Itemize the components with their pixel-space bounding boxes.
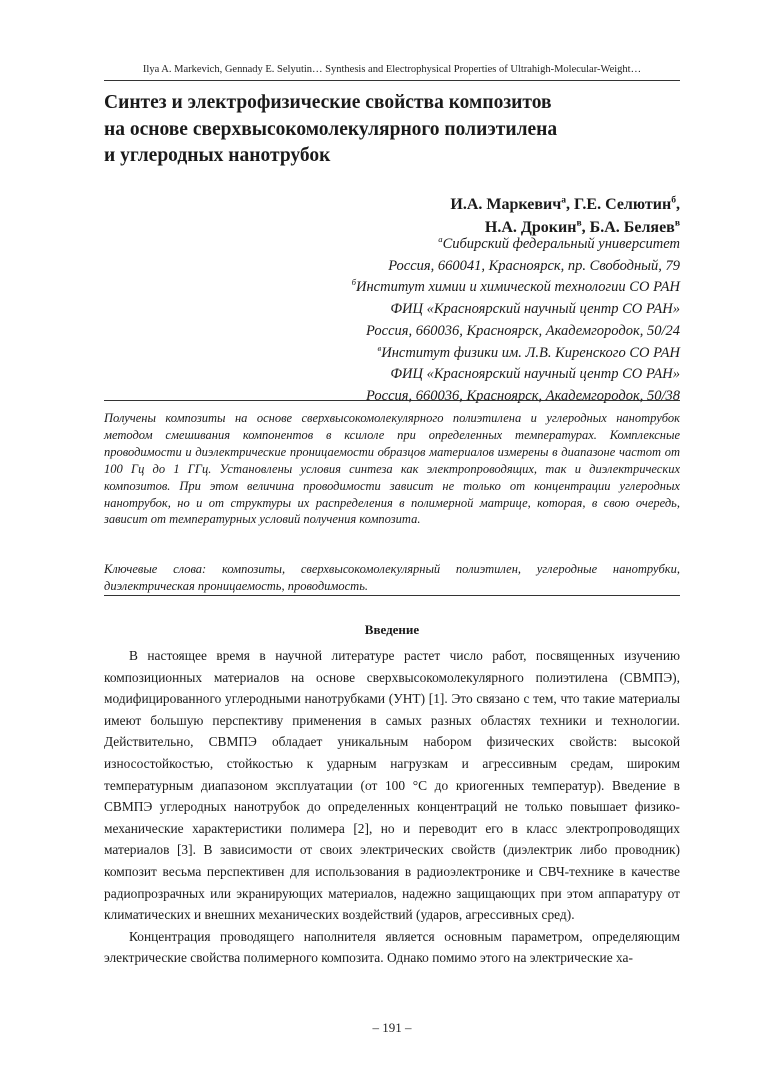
abstract: Получены композиты на основе сверхвысокомолекулярного полиэтилена и углеродных нанотрубок методом смешивания компонентов в ксилоле при определенных температурах. Комплексные проводимости и диэлектрические проницаемости образцов материалов измерены в диапазоне частот от 100 Гц до 1 ГГц. Установлены условия синтеза как электропроводящих, так и диэлектрических композитов. При этом величина проводимости зависит не только от концентрации углеродных нанотрубок, но и от структуры их распределения в полимерной матрице, которая, в свою очередь, зависит от температурных условий получения композита. [104, 411, 680, 527]
author-affil-mark: в [576, 217, 582, 229]
affil-mark: а [438, 234, 443, 245]
affiliation-line [160, 299, 680, 321]
author-affil-mark: в [674, 217, 680, 229]
author-list [180, 194, 680, 239]
title-line: на основе сверхвысокомолекулярного полиэтилена [104, 118, 558, 140]
affiliation-line [160, 277, 680, 299]
author-sep: , [566, 196, 575, 213]
running-head: Ilya A. Markevich, Gennady E. Selyutin… Synthesis and Electrophysical Properties of Ultrahigh-Molecular-Weight… [142, 64, 642, 75]
author-affil-mark: б [671, 194, 676, 206]
section-heading: Введение [364, 622, 420, 637]
author-sep: , [676, 196, 680, 213]
author-name: Б.А. Беляев [589, 218, 675, 236]
affiliation-line [160, 256, 680, 278]
page-number: – 191 – [372, 1020, 412, 1035]
affiliation-line [160, 364, 680, 386]
affiliation-line [160, 386, 680, 408]
author-name: Г.Е. Селютин [574, 196, 672, 213]
affiliation-block [160, 234, 680, 408]
affiliation-text: Россия, 660036, Красноярск, Академгородок, 50/24 [366, 322, 680, 339]
article-title [104, 90, 684, 170]
abstract-top-rule [104, 400, 680, 401]
affiliation-text: Сибирский федеральный университет [442, 236, 680, 252]
affiliation-line [160, 321, 680, 343]
author-sep: , [581, 218, 590, 236]
abstract-bottom-rule [104, 595, 680, 596]
affiliation-text: Россия, 660036, Красноярск, Академгородок, 50/38 [366, 387, 680, 404]
paragraph: В настоящее время в научной литературе растет число работ, посвященных изучению композиционных материалов на основе сверхвысокомолекулярного полиэтилена (СВМПЭ), модифицированного углеродными нанотрубками (УНТ) [1]. Это связано с тем, что такие материалы имеют большую перспективу применения в самых разных областях техники и технологии. Действительно, СВМПЭ обладает уникальным набором физических свойств: высокой износостойкостью, стойкостью к ударным нагрузкам и агрессивным средам, широким температурным диапазоном эксплуатации (от 100 °С до криогенных температур). Введение в СВМПЭ углеродных нанотрубок до определенных концентраций не только повышает физико-механические характеристики полимера [2], но и переводит его в класс электропроводящих материалов [3]. В зависимости от своих электрических свойств (диэлектрик либо проводник) композит весьма перспективен для использования в радиоэлектронике и СВЧ-технике в качестве радиопрозрачных или экранирующих материалов, надежно защищающих при этом аппаратуру от климатических и внешних механических воздействий (ударов, агрессивных сред). [104, 648, 680, 923]
author-name: Н.А. Дрокин [484, 218, 577, 236]
affiliation-line [160, 343, 680, 365]
paragraph: Концентрация проводящего наполнителя является основным параметром, определяющим электрические свойства полимерного композита. Однако помимо этого на электрические ха- [104, 928, 680, 966]
title-line: и углеродных нанотрубок [104, 145, 331, 166]
author-affil-mark: а [561, 194, 567, 206]
affiliation-text: Институт физики им. Л.В. Киренского СО РАН [381, 344, 680, 361]
affiliation-text: ФИЦ «Красноярский научный центр СО РАН» [390, 301, 680, 318]
affil-mark: в [377, 342, 382, 353]
title-line: Синтез и электрофизические свойства композитов [104, 92, 552, 113]
affiliation-text: ФИЦ «Красноярский научный центр СО РАН» [390, 366, 680, 383]
affiliation-text: Институт химии и химической технологии СО РАН [356, 279, 680, 296]
body-text [104, 645, 680, 969]
author-name: И.А. Маркевич [450, 196, 562, 213]
affiliation-line [160, 234, 680, 256]
header-rule [104, 80, 680, 81]
affiliation-text: Россия, 660041, Красноярск, пр. Свободный, 79 [388, 257, 680, 274]
keywords: Ключевые слова: композиты, сверхвысокомолекулярный полиэтилен, углеродные нанотрубки, диэлектрическая проницаемость, проводимость. [104, 562, 680, 593]
affil-mark: б [351, 277, 356, 288]
author-line [180, 194, 680, 217]
